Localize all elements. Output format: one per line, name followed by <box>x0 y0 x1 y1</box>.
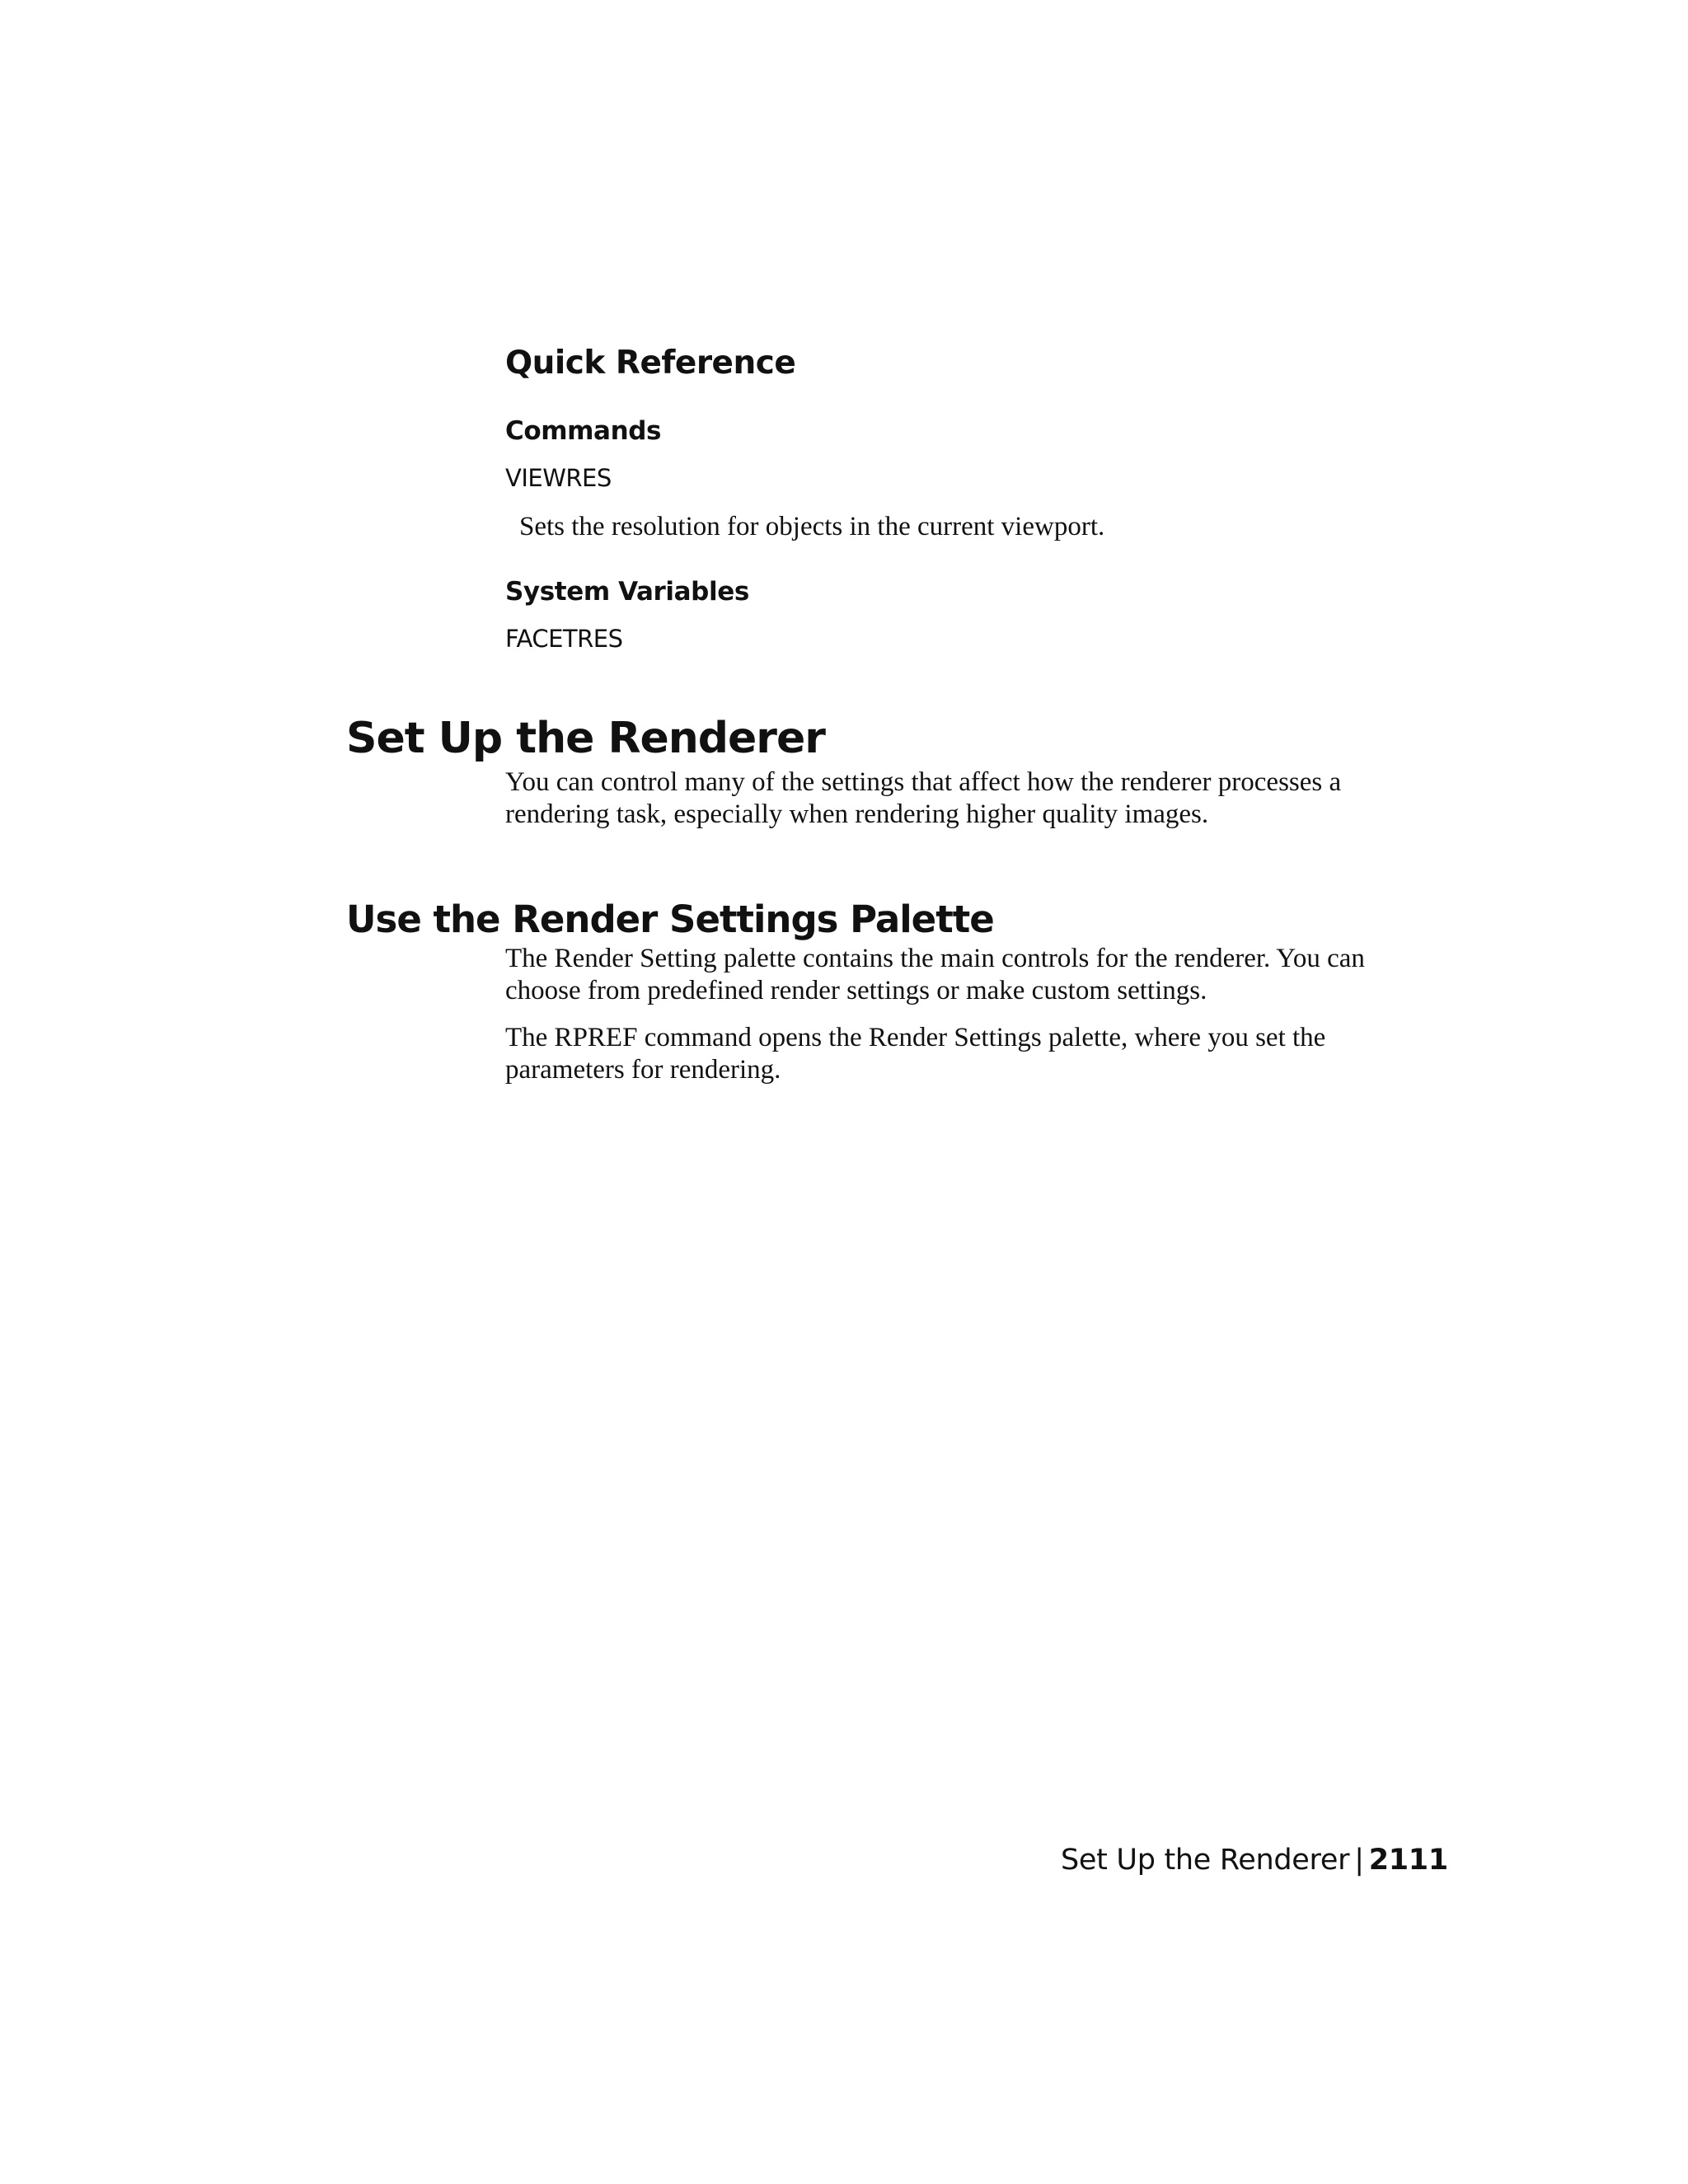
commands-heading: Commands <box>505 416 662 446</box>
page-footer <box>1061 1844 1448 1877</box>
command-description: Sets the resolution for objects in the current viewport. <box>519 512 1105 541</box>
render-settings-paragraph-2: The RPREF command opens the Render Settings palette, where you set the parameters for rendering. <box>505 1023 1326 1085</box>
set-up-renderer-heading: Set Up the Renderer <box>346 714 825 763</box>
footer-separator: | <box>1354 1844 1364 1877</box>
page-number: 2111 <box>1368 1844 1448 1877</box>
render-settings-palette-heading: Use the Render Settings Palette <box>346 898 994 941</box>
set-up-renderer-paragraph: You can control many of the settings that affect how the renderer processes a rendering task, especially when rendering higher quality images. <box>505 767 1342 829</box>
render-settings-paragraph-1: The Render Setting palette contains the main controls for the renderer. You can choose from predefined render settings or make custom settings. <box>505 944 1365 1005</box>
footer-section-title: Set Up the Renderer <box>1061 1844 1350 1877</box>
quick-reference-heading: Quick Reference <box>505 344 796 382</box>
system-variable-name: FACETRES <box>505 625 623 653</box>
command-name: VIEWRES <box>505 464 612 492</box>
system-variables-heading: System Variables <box>505 577 749 607</box>
